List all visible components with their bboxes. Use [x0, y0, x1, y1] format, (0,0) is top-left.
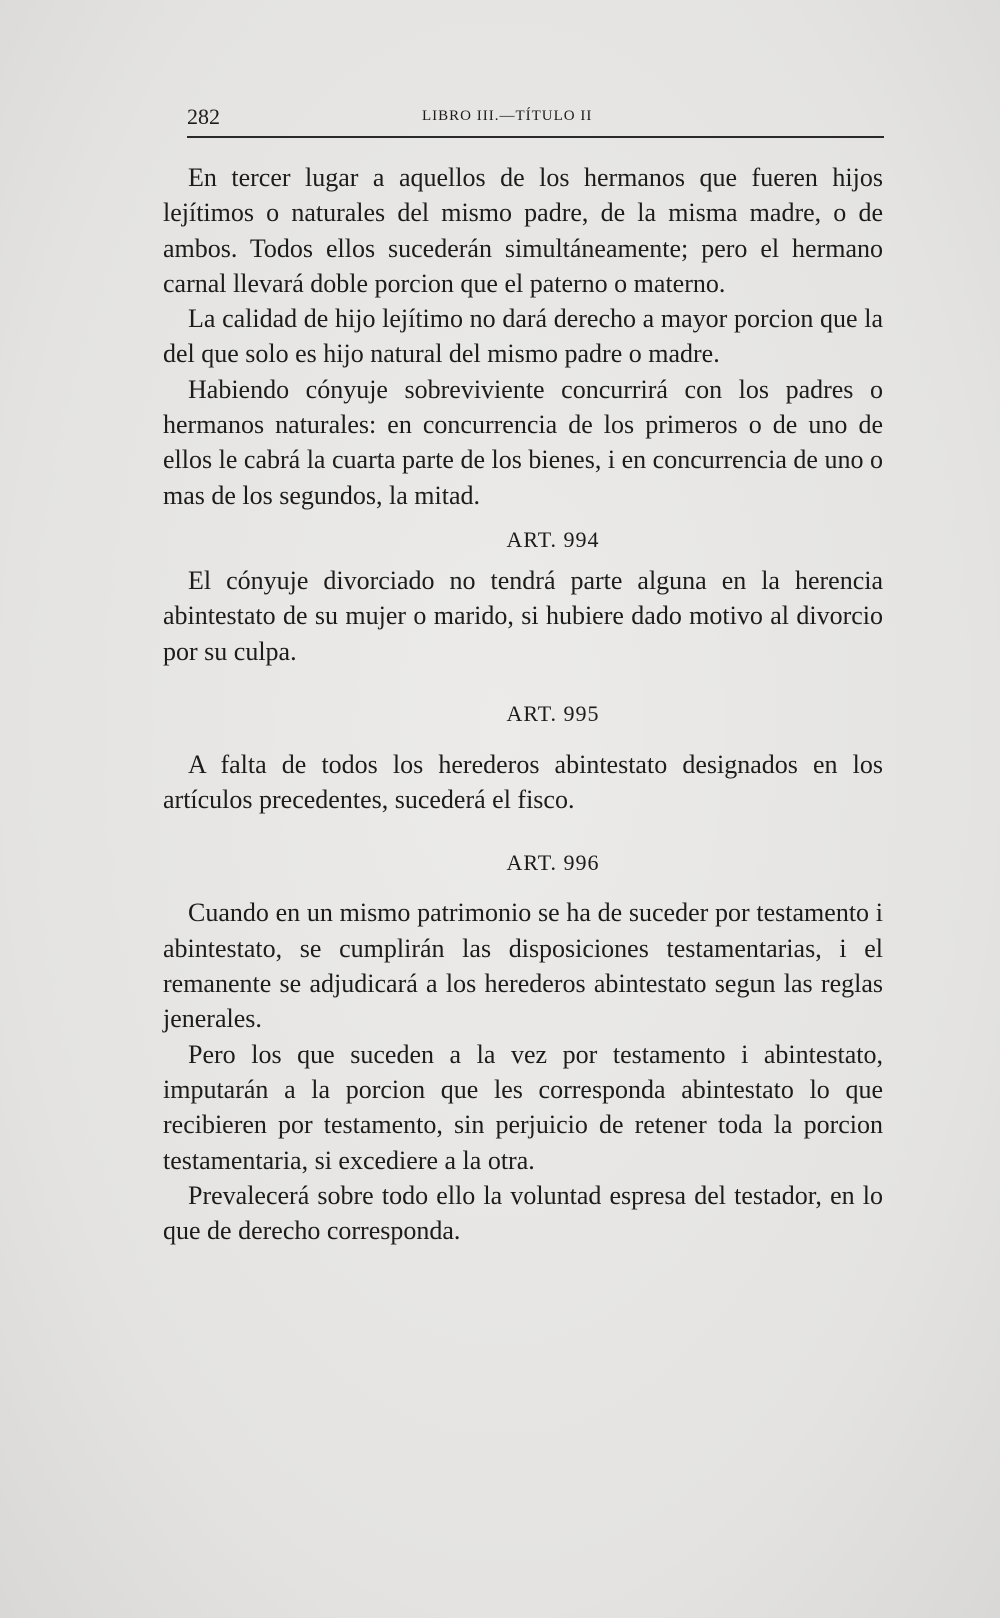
running-title: LIBRO III.—TÍTULO II: [422, 108, 593, 124]
article-heading-996: ART. 996: [506, 850, 600, 876]
article-heading-995: ART. 995: [506, 700, 600, 726]
page-header: [187, 100, 884, 138]
intro-paragraph-2: La calidad de hijo lejítimo no dará derecho a mayor porcion que la del que solo es hijo natural del mismo padre o madre.: [163, 304, 883, 369]
article-heading-994: ART. 994: [506, 526, 600, 552]
article-995-paragraph-1: A falta de todos los herederos abintestato designados en los artículos precedentes, sucederá el fisco.: [163, 749, 883, 815]
article-994-paragraph-1: El cónyuje divorciado no tendrá parte alguna en la herencia abintestato de su mujer o marido, si hubiere dado motivo al divorcio por su culpa.: [163, 565, 883, 666]
article-996-paragraph-3: Prevalecerá sobre todo ello la voluntad espresa del testador, en lo que de derecho corresponda.: [163, 1180, 883, 1246]
intro-paragraph-3: Habiendo cónyuje sobreviviente concurrirá con los padres o hermanos naturales: en concurrencia de los primeros o de uno de ellos le cabrá la cuarta parte de los bienes, i en concurrencia de uno o mas de los segundos, la mitad.: [163, 374, 883, 510]
page-body: [163, 160, 883, 1248]
page-number: 282: [187, 104, 220, 129]
intro-paragraph-1: En tercer lugar a aquellos de los hermanos que fueren hijos lejítimos o naturales del mismo padre, de la misma madre, o de ambos. Todos ellos sucederán simultáneamente; pero el hermano carnal llevará doble porcion que el paterno o materno.: [163, 163, 883, 298]
article-996-paragraph-1: Cuando en un mismo patrimonio se ha de suceder por testamento i abintestato, se cumplirán las disposiciones testamentarias, i el remanente se adjudicará a los herederos abintestato segun las reglas jenerales.: [163, 898, 883, 1034]
article-996-paragraph-2: Pero los que suceden a la vez por testamento i abintestato, imputarán a la porcion que les corresponda abintestato lo que recibieren por testamento, sin perjuicio de retener toda la porcion testamentaria, si excediere a la otra.: [163, 1039, 883, 1175]
